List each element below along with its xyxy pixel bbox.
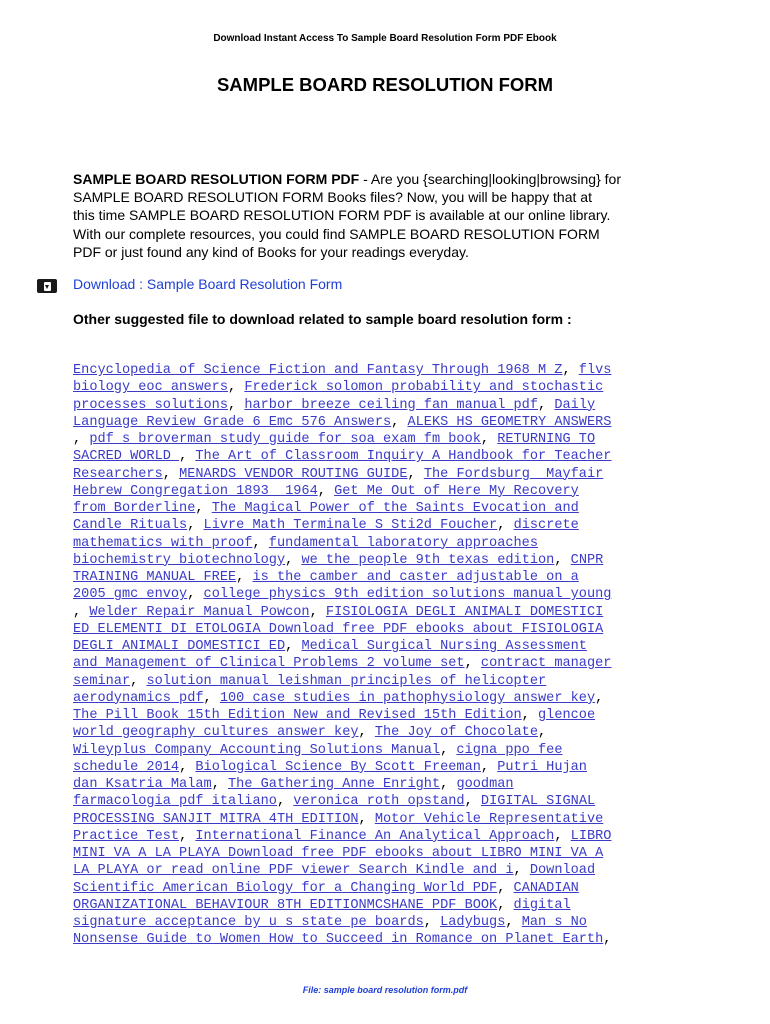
- intro-body: - Are you {searching|looking|browsing} for SAMPLE BOARD RESOLUTION FORM Books files? Now, you will be happy that at this time SAMPLE BOARD RESOLUTION FORM PDF is available at our online library. With our complete resources, you could find SAMPLE BOARD RESOLUTION FORM PDF or just found any kind of Books for your readings everyday.: [73, 171, 621, 260]
- link-line: [73, 759, 693, 776]
- intro-bold-lead: SAMPLE BOARD RESOLUTION FORM PDF: [73, 171, 360, 187]
- link-separator: ,: [407, 466, 424, 482]
- link-separator: ,: [513, 863, 530, 879]
- suggested-link[interactable]: ORGANIZATIONAL BEHAVIOUR 8TH EDITIONMCSHANE PDF BOOK: [73, 897, 498, 913]
- suggested-heading: Other suggested file to download related to sample board resolution form :: [73, 311, 572, 327]
- suggested-link[interactable]: solution manual leishman principles of helicopter: [146, 673, 547, 689]
- link-line: [73, 586, 693, 603]
- link-line: [73, 500, 693, 517]
- suggested-link[interactable]: mathematics with proof: [73, 535, 253, 551]
- link-separator: ,: [276, 794, 294, 810]
- link-separator: ,: [179, 449, 196, 465]
- suggested-link[interactable]: processes solutions: [73, 397, 228, 413]
- suggested-link[interactable]: glencoe: [538, 708, 596, 723]
- link-separator: ,: [603, 932, 612, 948]
- intro-paragraph: [73, 170, 713, 261]
- link-separator: ,: [480, 432, 498, 447]
- suggested-link[interactable]: discrete: [513, 518, 579, 534]
- suggested-link[interactable]: The Gathering Anne Enright: [228, 777, 441, 792]
- link-separator: ,: [595, 690, 604, 706]
- suggested-link[interactable]: we the people 9th texas edition: [301, 552, 555, 568]
- link-line: [73, 431, 693, 448]
- link-line: [73, 638, 693, 655]
- page-title: SAMPLE BOARD RESOLUTION FORM: [216, 74, 554, 95]
- suggested-link[interactable]: contract manager: [480, 656, 612, 672]
- suggested-link[interactable]: MENARDS VENDOR ROUTING GUIDE: [179, 466, 408, 482]
- suggested-link[interactable]: aerodynamics pdf: [73, 690, 204, 706]
- link-line: [73, 535, 693, 552]
- link-separator: ,: [358, 811, 375, 827]
- suggested-link[interactable]: college physics 9th edition solutions manual young: [203, 587, 612, 603]
- link-separator: ,: [211, 777, 229, 792]
- link-separator: ,: [358, 725, 375, 741]
- suggested-link[interactable]: Man s No: [521, 915, 587, 930]
- link-separator: ,: [562, 363, 579, 378]
- link-line: [73, 707, 693, 724]
- link-line: [73, 362, 693, 379]
- suggested-link[interactable]: CNPR: [570, 552, 604, 568]
- suggested-link[interactable]: harbor breeze ceiling fan manual pdf: [244, 397, 539, 413]
- suggested-link[interactable]: schedule 2014: [73, 759, 180, 775]
- suggested-link[interactable]: ALEKS HS GEOMETRY ANSWERS: [407, 414, 612, 430]
- link-separator: ,: [236, 570, 253, 585]
- link-separator: ,: [195, 501, 212, 516]
- link-line: [73, 552, 693, 569]
- link-separator: ,: [73, 604, 90, 620]
- link-separator: ,: [179, 828, 196, 844]
- link-separator: ,: [317, 483, 335, 499]
- link-separator: ,: [309, 604, 326, 620]
- link-line: [73, 655, 693, 672]
- suggested-link[interactable]: veronica roth opstand: [293, 794, 465, 810]
- link-line: [73, 569, 693, 586]
- suggested-link[interactable]: PROCESSING SANJIT MITRA 4TH EDITION: [73, 811, 359, 827]
- link-line: [73, 483, 693, 500]
- suggested-link[interactable]: LIBRO: [570, 828, 612, 844]
- link-separator: ,: [228, 380, 245, 396]
- suggested-link[interactable]: signature acceptance by u s state pe boards: [73, 915, 424, 930]
- suggested-link[interactable]: from Borderline: [73, 501, 196, 516]
- link-separator: ,: [228, 397, 245, 413]
- suggested-link[interactable]: RETURNING TO: [497, 432, 596, 447]
- link-separator: ,: [391, 414, 408, 430]
- suggested-link[interactable]: Get Me Out of Here My Recovery: [334, 483, 579, 499]
- link-separator: ,: [554, 552, 571, 568]
- link-separator: ,: [440, 742, 457, 758]
- suggested-link[interactable]: flvs: [578, 363, 612, 378]
- link-separator: ,: [187, 587, 204, 603]
- link-separator: ,: [505, 915, 522, 930]
- link-separator: ,: [480, 759, 498, 775]
- link-separator: ,: [464, 794, 481, 810]
- suggested-link[interactable]: Researchers: [73, 466, 163, 482]
- link-line: [73, 397, 693, 414]
- link-separator: ,: [538, 725, 547, 741]
- link-separator: ,: [538, 397, 555, 413]
- suggested-link[interactable]: ED ELEMENTI DI ETOLOGIA Download free PDF ebooks about FISIOLOGIA: [73, 621, 604, 637]
- link-separator: ,: [521, 708, 538, 723]
- link-line: [73, 724, 693, 741]
- link-line: [73, 776, 693, 793]
- suggested-link[interactable]: world geography cultures answer key: [73, 725, 359, 741]
- suggested-link[interactable]: Encyclopedia of Science Fiction and Fantasy Through 1968 M Z: [73, 363, 563, 378]
- suggested-link[interactable]: Daily: [554, 397, 596, 413]
- link-separator: ,: [203, 690, 220, 706]
- suggested-link[interactable]: biochemistry biotechnology: [73, 552, 286, 568]
- suggested-link[interactable]: The Fordsburg Mayfair: [423, 466, 604, 482]
- link-line: [73, 931, 693, 948]
- link-line: [73, 414, 693, 431]
- suggested-link[interactable]: Welder Repair Manual Powcon: [89, 604, 310, 620]
- suggested-link[interactable]: Motor Vehicle Representative: [374, 811, 604, 827]
- suggested-link[interactable]: pdf s broverman study guide for soa exam fm book: [89, 432, 481, 447]
- link-line: [73, 742, 693, 759]
- suggested-link[interactable]: Ladybugs: [440, 915, 506, 930]
- link-separator: ,: [497, 880, 514, 896]
- suggested-link[interactable]: Frederick solomon probability and stochastic: [244, 380, 604, 396]
- suggested-link[interactable]: Download: [529, 863, 596, 879]
- link-separator: ,: [130, 673, 147, 689]
- suggested-link[interactable]: DEGLI ANIMALI DOMESTICI ED: [73, 639, 286, 654]
- suggested-link[interactable]: fundamental laboratory approaches: [268, 535, 538, 551]
- suggested-link[interactable]: International Finance An Analytical Approach: [195, 828, 555, 844]
- link-separator: ,: [440, 777, 457, 792]
- suggested-link[interactable]: SACRED WORLD: [73, 449, 180, 465]
- link-line: [73, 379, 693, 396]
- suggested-link[interactable]: goodman: [456, 777, 514, 792]
- download-link[interactable]: Download : Sample Board Resolution Form: [73, 276, 343, 292]
- link-line: [73, 914, 693, 931]
- suggested-link[interactable]: Biological Science By Scott Freeman: [195, 759, 481, 775]
- suggested-link[interactable]: The Joy of Chocolate: [374, 725, 538, 741]
- suggested-link[interactable]: TRAINING MANUAL FREE: [73, 570, 237, 585]
- suggested-link[interactable]: dan Ksatria Malam: [73, 777, 212, 792]
- link-separator: ,: [497, 897, 514, 913]
- suggested-link[interactable]: 100 case studies in pathophysiology answer key: [219, 690, 596, 706]
- link-separator: ,: [179, 759, 196, 775]
- page-header: Download Instant Access To Sample Board Resolution Form PDF Ebook: [213, 33, 557, 44]
- page-footer: File: sample board resolution form.pdf: [302, 985, 468, 995]
- suggested-link[interactable]: MINI VA A LA PLAYA Download free PDF ebooks about LIBRO MINI VA A: [73, 846, 604, 861]
- link-separator: ,: [73, 432, 90, 447]
- link-line: [73, 811, 693, 828]
- suggested-link[interactable]: CANADIAN: [513, 880, 579, 896]
- link-line: [73, 517, 693, 534]
- suggested-link[interactable]: Medical Surgical Nursing Assessment: [301, 639, 587, 654]
- suggested-link[interactable]: Language Review Grade 6 Emc 576 Answers: [73, 414, 392, 430]
- suggested-link[interactable]: Practice Test: [73, 828, 180, 844]
- link-separator: ,: [252, 535, 269, 551]
- suggested-link[interactable]: and Management of Clinical Problems 2 volume set: [73, 656, 465, 672]
- link-separator: ,: [423, 915, 441, 930]
- link-separator: ,: [187, 518, 204, 534]
- suggested-link[interactable]: FISIOLOGIA DEGLI ANIMALI DOMESTICI: [325, 604, 604, 620]
- suggested-link[interactable]: The Magical Power of the Saints Evocation and: [211, 501, 579, 516]
- link-line: [73, 897, 693, 914]
- link-line: [73, 673, 693, 690]
- link-line: [73, 845, 693, 862]
- suggested-link[interactable]: 2005 gmc envoy: [73, 587, 188, 603]
- download-icon[interactable]: [37, 279, 57, 293]
- suggested-link[interactable]: Scientific American Biology for a Changing World PDF: [73, 880, 498, 896]
- link-line: [73, 862, 693, 879]
- link-separator: ,: [497, 518, 514, 534]
- suggested-links-list: [73, 362, 693, 949]
- link-separator: ,: [162, 466, 180, 482]
- suggested-link[interactable]: DIGITAL SIGNAL: [480, 794, 596, 810]
- link-line: [73, 880, 693, 897]
- suggested-link[interactable]: Wileyplus Company Accounting Solutions Manual: [73, 742, 441, 758]
- link-separator: ,: [285, 552, 302, 568]
- suggested-link[interactable]: The Pill Book 15th Edition New and Revised 15th Edition: [73, 708, 522, 723]
- suggested-link[interactable]: cigna ppo fee: [456, 742, 563, 758]
- suggested-link[interactable]: The Art of Classroom Inquiry A Handbook for Teacher: [195, 449, 612, 465]
- suggested-link[interactable]: Livre Math Terminale S Sti2d Foucher: [203, 518, 498, 534]
- suggested-link[interactable]: Nonsense Guide to Women How to Succeed in Romance on Planet Earth: [73, 932, 604, 948]
- link-line: [73, 621, 693, 638]
- link-separator: ,: [554, 828, 571, 844]
- link-separator: ,: [464, 656, 481, 672]
- suggested-link[interactable]: Candle Rituals: [73, 518, 188, 534]
- link-line: [73, 448, 693, 465]
- suggested-link[interactable]: biology eoc answers: [73, 380, 228, 396]
- link-line: [73, 604, 693, 621]
- suggested-link[interactable]: farmacologia pdf italiano: [73, 794, 277, 810]
- link-separator: ,: [285, 639, 302, 654]
- suggested-link[interactable]: seminar: [73, 673, 131, 689]
- suggested-link[interactable]: Hebrew Congregation 1893 1964: [73, 483, 318, 499]
- link-line: [73, 828, 693, 845]
- suggested-link[interactable]: is the camber and caster adjustable on a: [252, 570, 579, 585]
- suggested-link[interactable]: LA PLAYA or read online PDF viewer Search Kindle and i: [73, 863, 514, 879]
- link-line: [73, 690, 693, 707]
- suggested-link[interactable]: Putri Hujan: [497, 759, 587, 775]
- suggested-link[interactable]: digital: [513, 897, 571, 913]
- link-line: [73, 466, 693, 483]
- link-line: [73, 793, 693, 810]
